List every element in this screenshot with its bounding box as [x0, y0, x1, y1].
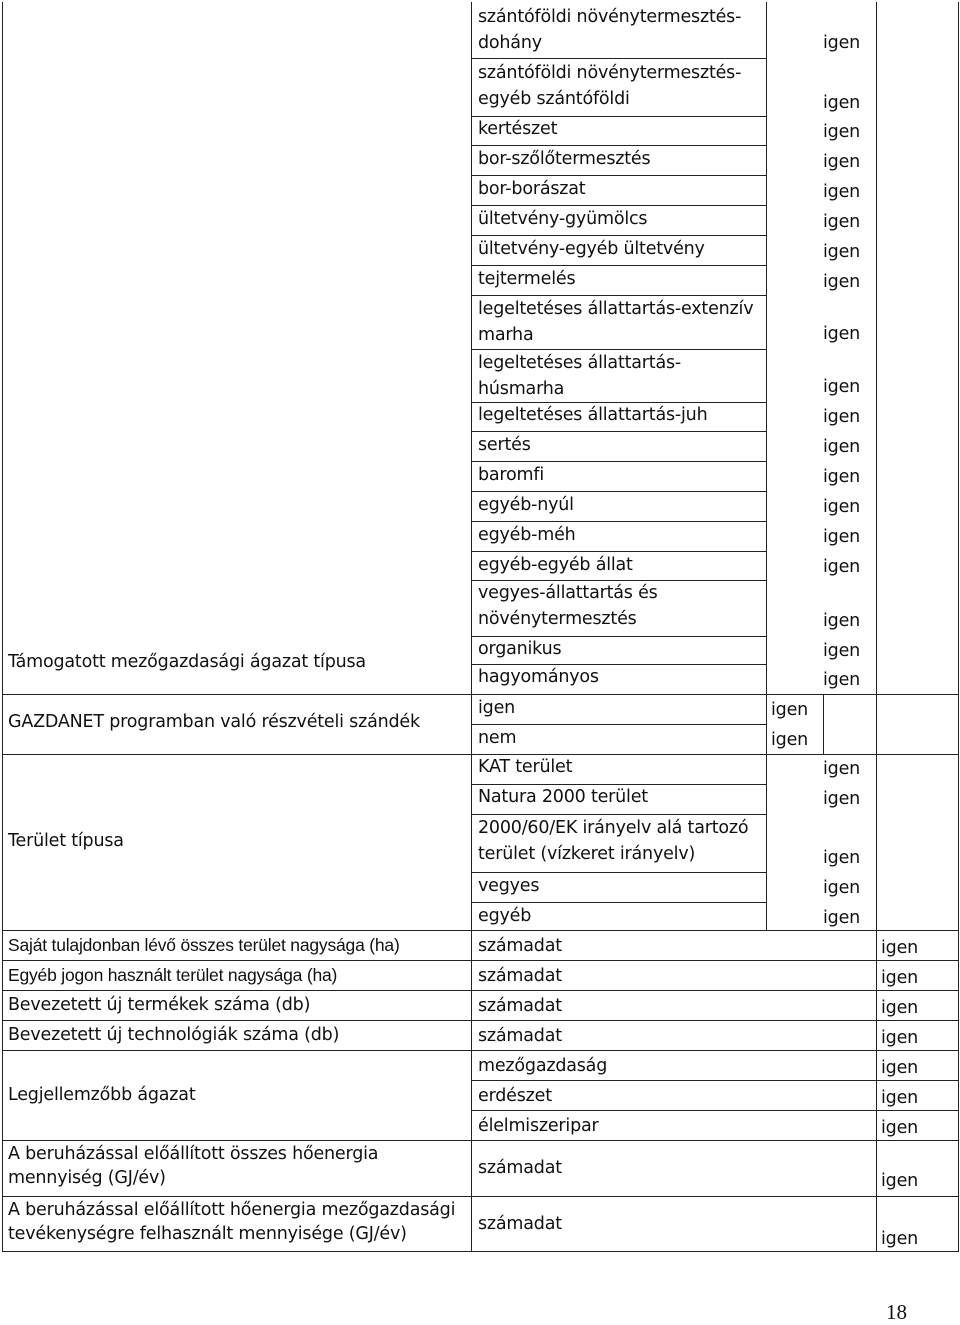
main-sector-value: igen [881, 1058, 919, 1078]
table-border-h [471, 349, 766, 350]
area-type-label: egyéb [478, 906, 532, 926]
row-label-area-type: Terület típusa [8, 831, 124, 851]
sector-value: igen [823, 670, 861, 690]
numeric-row-value: igen [881, 1028, 919, 1048]
numeric-row-value: igen [881, 968, 919, 988]
table-border-c4 [876, 2, 877, 1251]
table-border-h [471, 580, 766, 581]
row-label-new-products: Bevezetett új termékek száma (db) [8, 995, 311, 1015]
table-border-h [471, 402, 766, 403]
table-border-right [958, 2, 959, 1251]
main-sector-label: élelmiszeripar [478, 1116, 599, 1136]
table-border-h [471, 461, 766, 462]
sector-value: igen [823, 182, 861, 202]
row-label-other-area: Egyéb jogon használt terület nagysága (ha) [8, 965, 338, 985]
sector-value: igen [823, 122, 861, 142]
sector-value: igen [823, 272, 861, 292]
numeric-row-value: igen [881, 998, 919, 1018]
table-border-h [471, 664, 766, 665]
sector-label: tejtermelés [478, 269, 576, 289]
sector-value: igen [823, 497, 861, 517]
numeric-row-label: számadat [478, 996, 562, 1016]
area-type-label: 2000/60/EK irányelv alá tartozó terület (vízkeret irányelv) [478, 818, 749, 864]
sector-value: igen [823, 152, 861, 172]
sector-label: vegyes-állattartás és növénytermesztés [478, 583, 658, 629]
table-border-h [471, 724, 766, 725]
sector-label: sertés [478, 435, 531, 455]
numeric-row-label: számadat [478, 936, 562, 956]
table-border-h [471, 116, 766, 117]
area-type-label: KAT terület [478, 757, 573, 777]
row-label-main-sector: Legjellemzőbb ágazat [8, 1085, 196, 1105]
sector-value: igen [823, 437, 861, 457]
row-label-heat-agri: A beruházással előállított hőenergia mezőgazdasági tevékenységre felhasznált mennyisége (GJ/év) [8, 1200, 456, 1244]
table-border-h [471, 636, 766, 637]
sector-label: bor-borászat [478, 179, 586, 199]
sector-value: igen [823, 33, 861, 53]
table-border-h [471, 1110, 959, 1111]
table-border-h [471, 265, 766, 266]
sector-label: legeltetéses állattartás-extenzív marha [478, 299, 754, 345]
main-sector-label: erdészet [478, 1086, 552, 1106]
row-label-heat-total: A beruházással előállított összes hőenergia mennyiség (GJ/év) [8, 1144, 379, 1188]
sector-value: igen [823, 324, 861, 344]
sector-label: bor-szőlőtermesztés [478, 149, 651, 169]
numeric-row-label: számadat [478, 1026, 562, 1046]
table-border-h [471, 205, 766, 206]
sector-value: igen [823, 93, 861, 113]
table-border-h [471, 235, 766, 236]
row-label-sector-type: Támogatott mezőgazdasági ágazat típusa [8, 652, 366, 672]
sector-label: ültetvény-gyümölcs [478, 209, 648, 229]
gazdanet-option-value: igen [771, 700, 809, 720]
area-type-label: Natura 2000 terület [478, 787, 648, 807]
row-label-own-area: Saját tulajdonban lévő összes terület nagysága (ha) [8, 935, 400, 955]
table-border-h [471, 872, 766, 873]
gazdanet-option-label: igen [478, 698, 516, 718]
main-sector-label: mezőgazdaság [478, 1056, 608, 1076]
table-border-h [471, 431, 766, 432]
table-border-c3 [823, 695, 824, 755]
table-row-border [2, 1020, 959, 1021]
table-border-h [471, 521, 766, 522]
table-row-border [2, 930, 959, 931]
heat-row-value: igen [881, 1171, 919, 1191]
area-type-value: igen [823, 848, 861, 868]
sector-value: igen [823, 467, 861, 487]
sector-label: legeltetéses állattartás-juh [478, 405, 708, 425]
sector-value: igen [823, 527, 861, 547]
sector-label: legeltetéses állattartás- húsmarha [478, 353, 682, 399]
table-border-h [471, 814, 766, 815]
table-border-h [471, 58, 766, 59]
row-label-new-tech: Bevezetett új technológiák száma (db) [8, 1025, 340, 1045]
sector-value: igen [823, 212, 861, 232]
table-border-h [471, 784, 766, 785]
gazdanet-option-value: igen [771, 730, 809, 750]
numeric-row-label: számadat [478, 966, 562, 986]
sector-value: igen [823, 557, 861, 577]
main-sector-value: igen [881, 1118, 919, 1138]
table-row-border [2, 694, 959, 695]
table-row-border [2, 1140, 959, 1141]
area-type-value: igen [823, 759, 861, 779]
sector-label: kertészet [478, 119, 558, 139]
page-number: 18 [886, 1300, 907, 1324]
numeric-row-value: igen [881, 938, 919, 958]
heat-row-label: számadat [478, 1214, 562, 1234]
sector-label: egyéb-nyúl [478, 495, 574, 515]
sector-label: szántóföldi növénytermesztés- egyéb szántóföldi [478, 63, 742, 109]
sector-value: igen [823, 377, 861, 397]
sector-label: ültetvény-egyéb ültetvény [478, 239, 705, 259]
sector-label: egyéb-egyéb állat [478, 555, 633, 575]
sector-value: igen [823, 641, 861, 661]
sector-label: hagyományos [478, 667, 599, 687]
table-border-h [471, 551, 766, 552]
table-row-border [2, 1196, 959, 1197]
table-border-h [471, 295, 766, 296]
area-type-value: igen [823, 908, 861, 928]
table-border-h [471, 902, 766, 903]
sector-label: baromfi [478, 465, 545, 485]
heat-row-value: igen [881, 1229, 919, 1249]
table-border-bottom [2, 1251, 959, 1252]
sector-value: igen [823, 407, 861, 427]
sector-label: szántóföldi növénytermesztés- dohány [478, 7, 742, 53]
table-row-border [2, 754, 959, 755]
heat-row-label: számadat [478, 1158, 562, 1178]
sector-value: igen [823, 611, 861, 631]
sector-label: organikus [478, 639, 562, 659]
area-type-value: igen [823, 878, 861, 898]
table-border-left [2, 2, 3, 1251]
main-sector-value: igen [881, 1088, 919, 1108]
table-border-h [471, 175, 766, 176]
area-type-label: vegyes [478, 876, 540, 896]
gazdanet-option-label: nem [478, 728, 517, 748]
table-border-h [471, 1080, 959, 1081]
table-row-border [2, 1050, 959, 1051]
table-border-h [471, 491, 766, 492]
table-border-h [471, 145, 766, 146]
sector-value: igen [823, 242, 861, 262]
table-border-c1 [471, 2, 472, 1251]
area-type-value: igen [823, 789, 861, 809]
row-label-gazdanet: GAZDANET programban való részvételi szándék [8, 712, 420, 732]
table-border-c2 [766, 2, 767, 930]
sector-label: egyéb-méh [478, 525, 576, 545]
table-row-border [2, 990, 959, 991]
table-row-border [2, 960, 959, 961]
